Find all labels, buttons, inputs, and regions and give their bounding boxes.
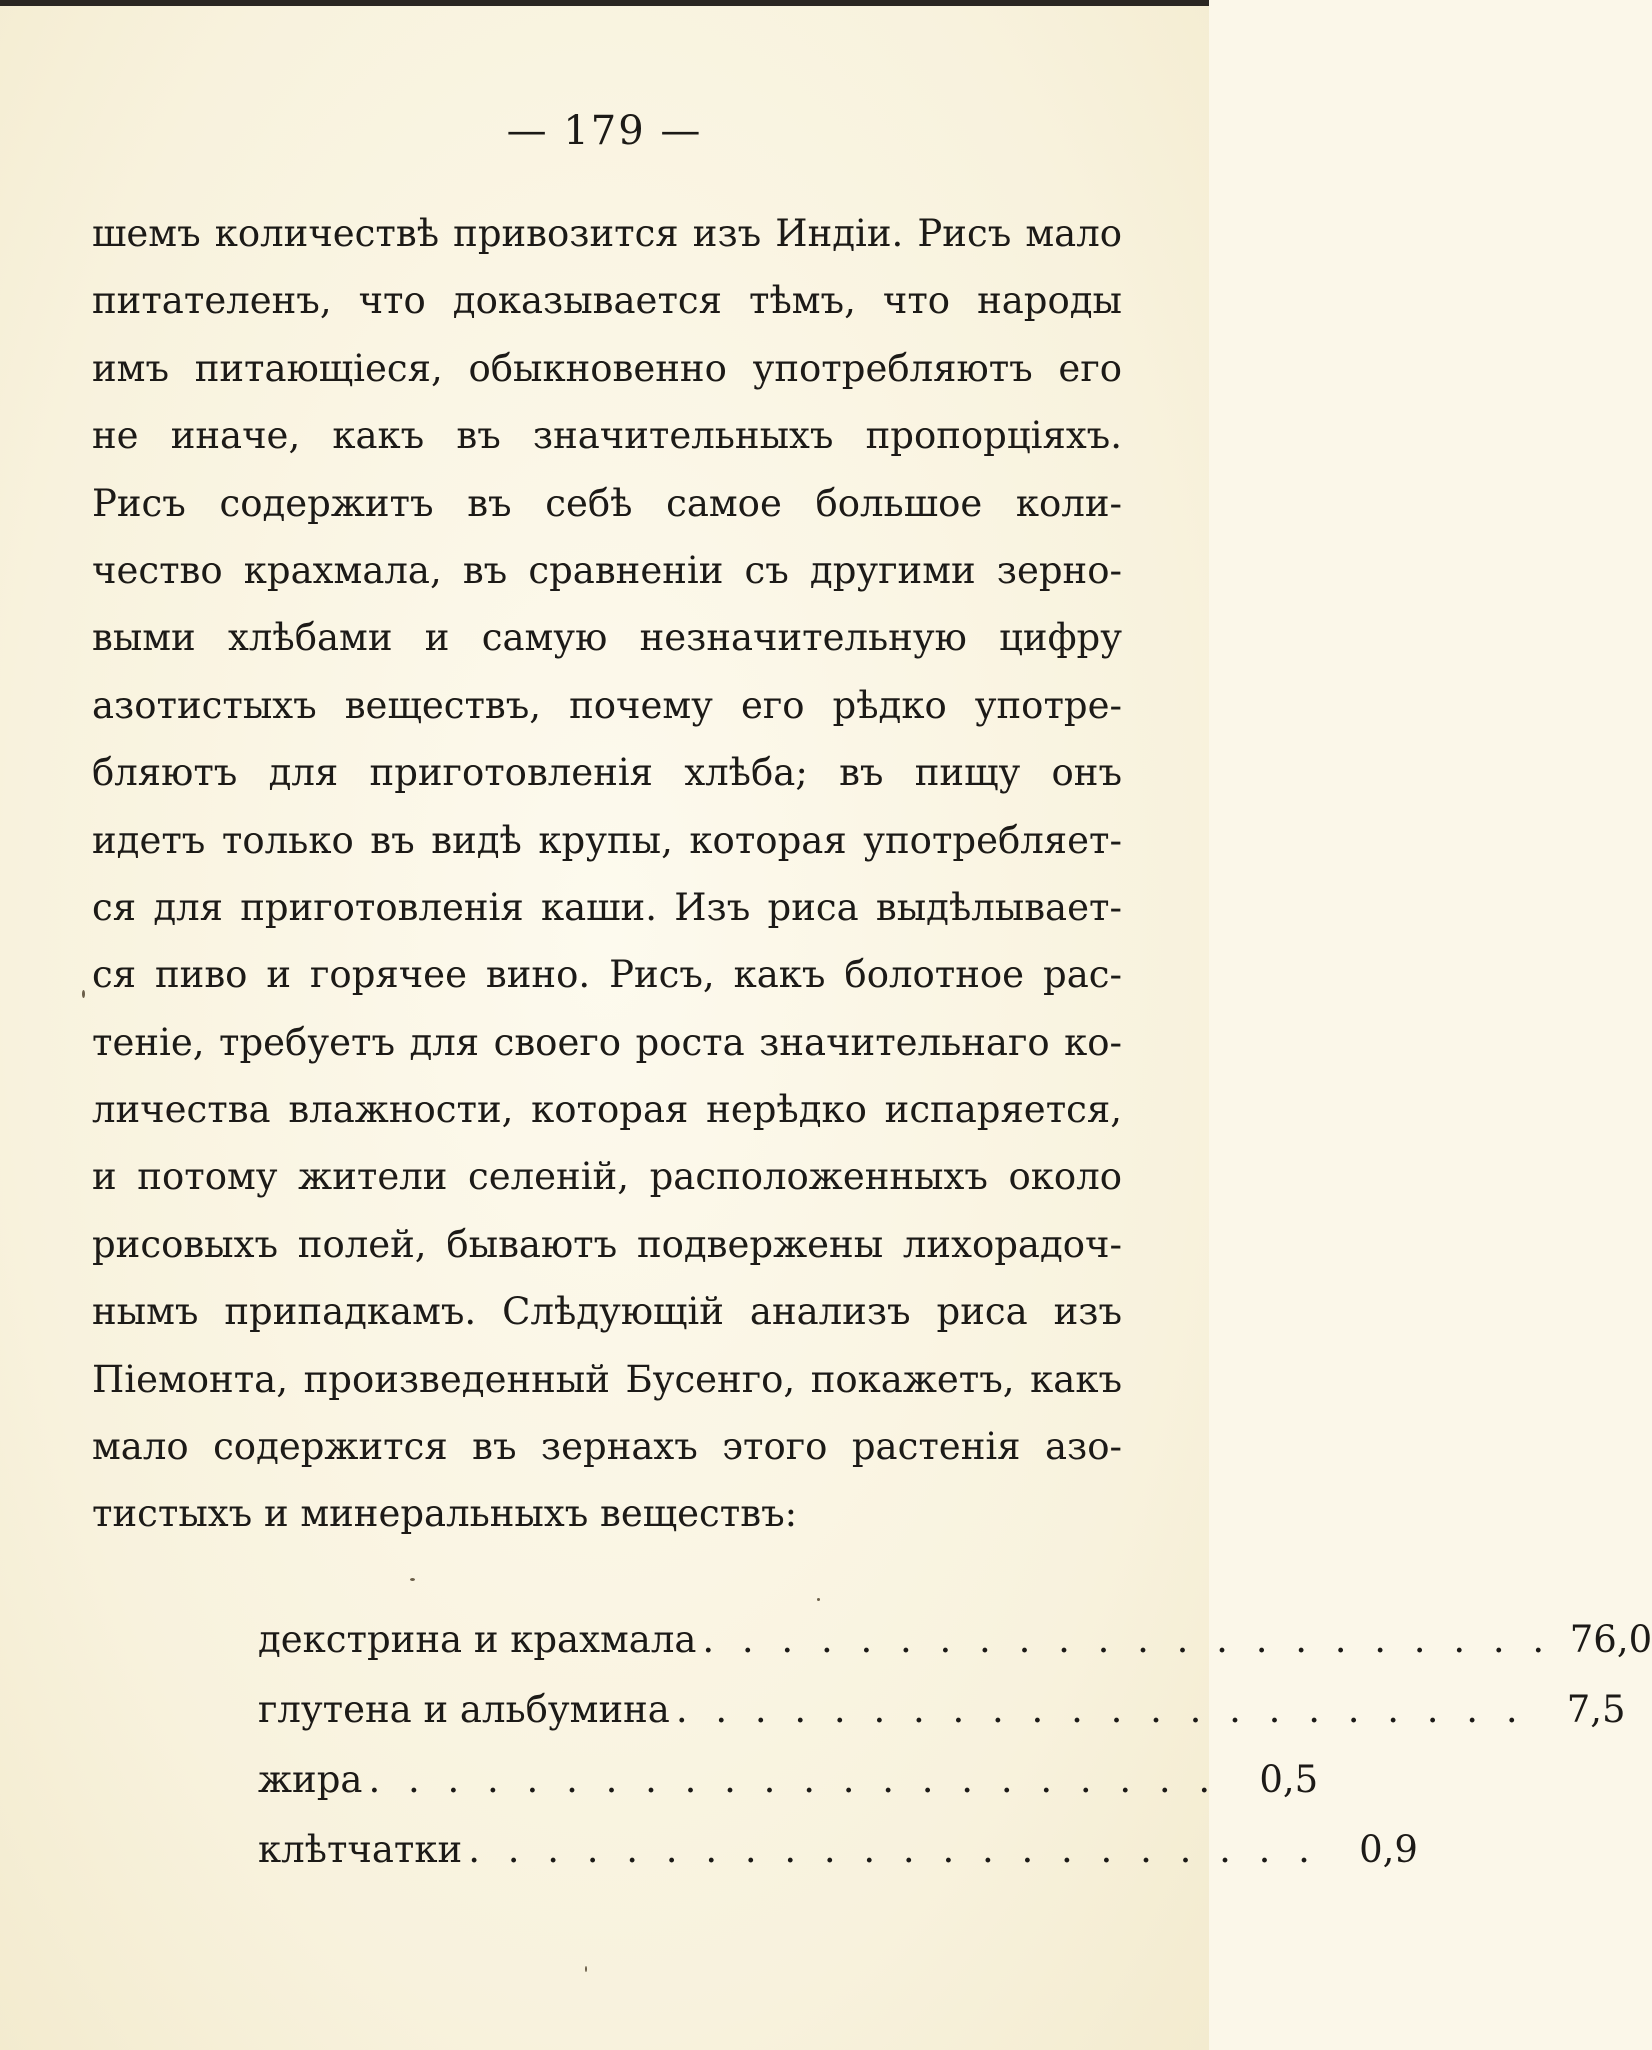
analysis-value: 0,9	[1359, 1828, 1418, 1871]
page-number: — 179 —	[506, 108, 703, 154]
analysis-value: 76,0	[1569, 1618, 1652, 1661]
analysis-value: 7,5	[1566, 1688, 1626, 1731]
text-line: не иначе, какъ въ значительныхъ пропорціяхъ.	[92, 414, 1122, 458]
text-line: азотистыхъ веществъ, почему его рѣдко употре-	[92, 683, 1122, 727]
paper-speck	[82, 990, 85, 998]
leader-dots: . . . . . . . . . . . . . . . . . . . . . .	[675, 1688, 1526, 1731]
text-line: Рисъ содержитъ въ себѣ самое большое коли-	[92, 481, 1122, 525]
text-line: имъ питающіеся, обыкновенно употребляютъ его	[92, 346, 1122, 390]
text-line: тистыхъ и минеральныхъ веществъ:	[92, 1492, 798, 1536]
text-line: и потому жители селеній, расположенныхъ около	[92, 1155, 1122, 1199]
analysis-row	[258, 1815, 1418, 1885]
text-line: бляютъ для приготовленія хлѣба; въ пищу онъ	[92, 751, 1122, 795]
body-text	[92, 200, 1122, 1548]
analysis-label: клѣтчатки	[258, 1828, 463, 1871]
text-line: Піемонта, произведенный Бусенго, покажетъ, какъ	[92, 1357, 1122, 1401]
page-top-edge	[0, 0, 1209, 6]
text-line: шемъ количествѣ привозится изъ Индіи. Рисъ мало	[92, 212, 1122, 255]
analysis-row	[258, 1745, 1319, 1815]
text-line: идетъ только въ видѣ крупы, которая употребляет-	[92, 818, 1122, 862]
text-line: выми хлѣбами и самую незначительную цифру	[92, 616, 1122, 660]
text-line: рисовыхъ полей, бываютъ подвержены лихорадоч-	[92, 1222, 1122, 1266]
text-line: нымъ припадкамъ. Слѣдующій анализъ риса изъ	[92, 1290, 1122, 1334]
text-line: чество крахмала, въ сравненіи съ другими зерно-	[92, 548, 1122, 592]
analysis-row	[258, 1605, 1652, 1675]
leader-dots: . . . . . . . . . . . . . . . . . . . . . .	[702, 1618, 1553, 1661]
text-line: ся пиво и горячее вино. Рисъ, какъ болотное рас-	[92, 953, 1122, 997]
paper-speck	[585, 1966, 587, 1972]
analysis-row	[258, 1675, 1626, 1745]
text-line: мало содержится въ зернахъ этого растенія азо-	[92, 1425, 1122, 1469]
text-line: личества влажности, которая нерѣдко испаряется,	[92, 1088, 1122, 1132]
paper-speck	[817, 1598, 820, 1601]
analysis-table	[258, 1605, 1652, 1885]
leader-dots: . . . . . . . . . . . . . . . . . . . . . .	[368, 1758, 1219, 1801]
text-line: теніе, требуетъ для своего роста значительнаго ко-	[92, 1020, 1122, 1064]
leader-dots: . . . . . . . . . . . . . . . . . . . . . .	[468, 1828, 1318, 1871]
analysis-label: декстрина и крахмала	[258, 1618, 697, 1661]
paper-speck	[410, 1578, 415, 1581]
analysis-label: глутена и альбумина	[258, 1688, 670, 1731]
text-line: питателенъ, что доказывается тѣмъ, что народы	[92, 279, 1122, 323]
text-line: ся для приготовленія каши. Изъ риса выдѣлывает-	[92, 885, 1122, 929]
analysis-value: 0,5	[1259, 1758, 1319, 1801]
analysis-label: жира	[258, 1758, 363, 1801]
